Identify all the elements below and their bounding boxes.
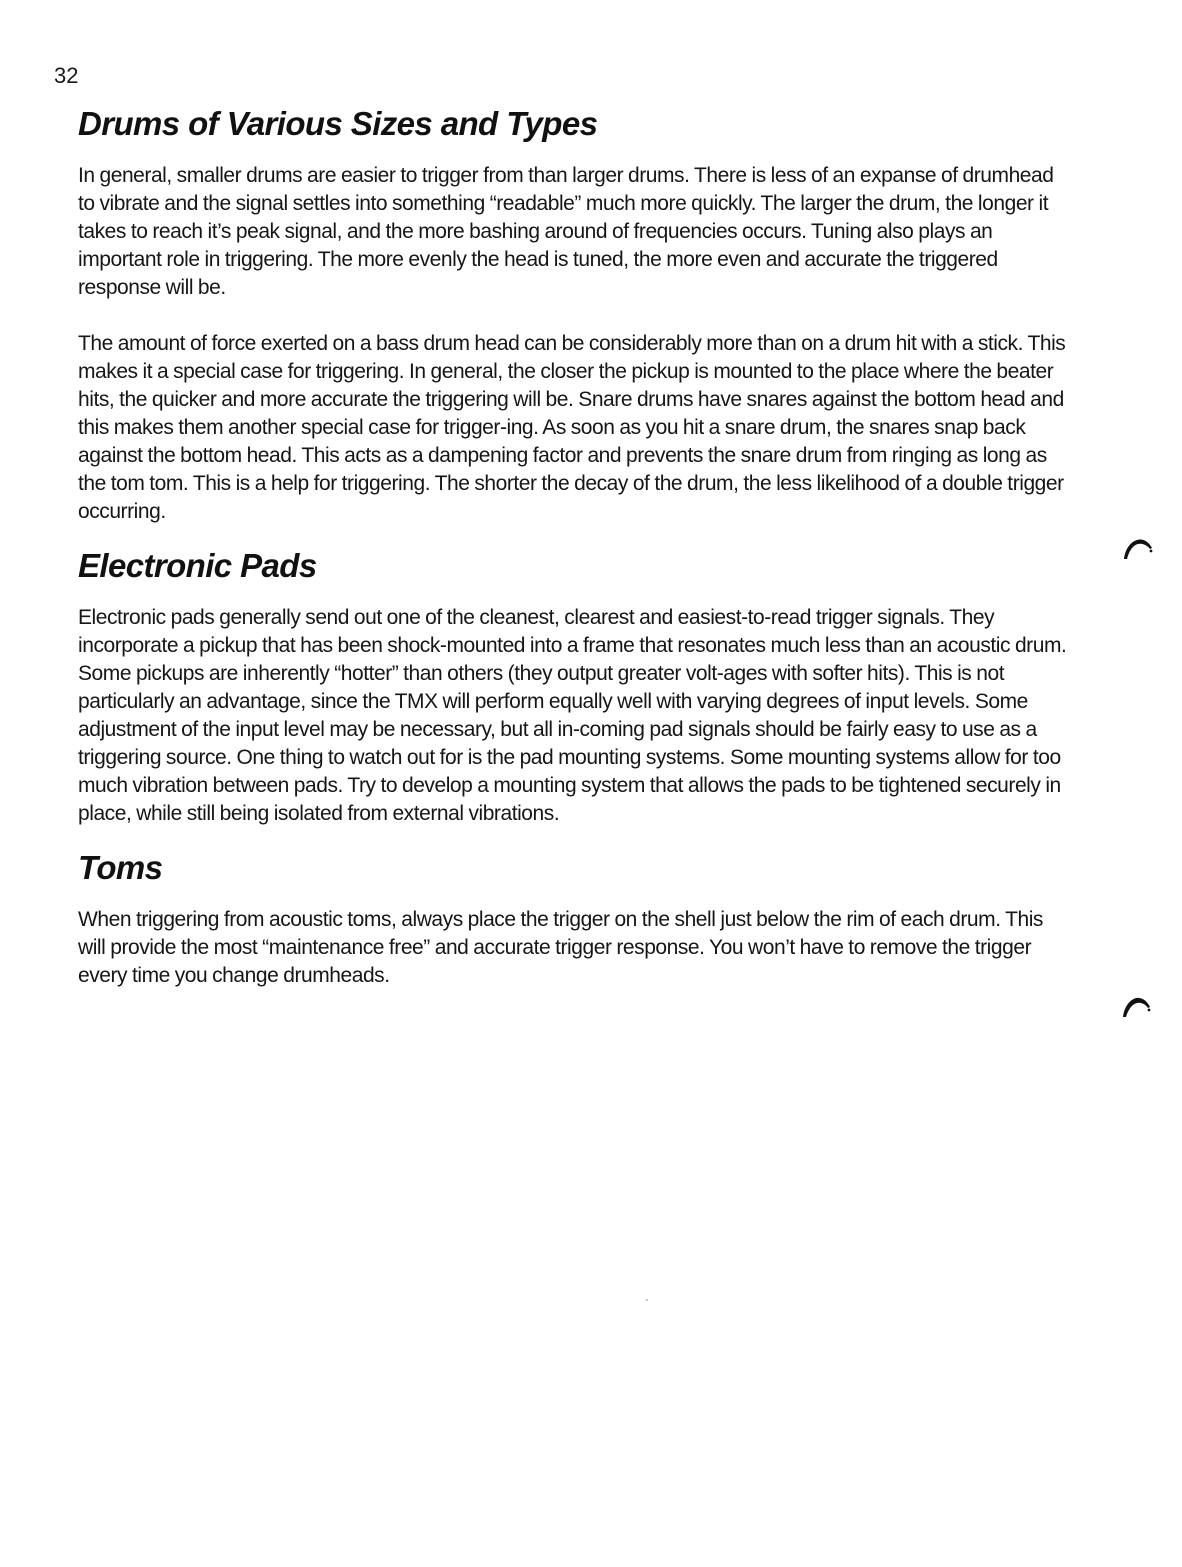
paragraph: Electronic pads generally send out one of the cleanest, clearest and easiest-to-read trigger signals. They incorporate a pickup that has been shock-mounted into a frame that resonates much less than an acoustic drum. Some pickups are inherently “hotter” than others (they output greater volt-ages with softer hits). This is not particularly an advantage, since the TMX will perform equally well with varying degrees of input levels. Some adjustment of the input level may be necessary, but all in-coming pad signals should be fairly easy to use as a triggering source. One thing to watch out for is the pad mounting systems. Some mounting systems allow for too much vibration between pads. Try to develop a mounting system that allows the pads to be tightened securely in place, while still being isolated from external vibrations. (78, 606, 1067, 825)
page-number: 32 (54, 63, 79, 88)
section-heading: Drums of Various Sizes and Types (78, 105, 598, 142)
section-drums-sizes-types (78, 104, 1068, 526)
binder-hole-mark-icon (1122, 536, 1154, 560)
paragraph: In general, smaller drums are easier to trigger from than larger drums. There is less of an expanse of drumhead to vibrate and the signal settles into something “readable” much more quickly. The larger the drum, the longer it takes to reach it’s peak signal, and the more bashing around of frequencies occurs. Tuning also plays an important role in triggering. The more evenly the head is tuned, the more even and accurate the triggered response will be. (78, 164, 1054, 299)
scan-speck (646, 1299, 648, 1301)
paragraph: When triggering from acoustic toms, always place the trigger on the shell just below the rim of each drum. This will provide the most “maintenance free” and accurate trigger response. You won’t have to remove the trigger every time you change drumheads. (78, 908, 1043, 987)
paragraph: The amount of force exerted on a bass drum head can be considerably more than on a drum hit with a stick. This makes it a special case for triggering. In general, the closer the pickup is mounted to the place where the beater hits, the quicker and more accurate the triggering will be. Snare drums have snares against the bottom head and this makes them another special case for trigger-ing. As soon as you hit a snare drum, the snares snap back against the bottom head. This acts as a dampening factor and prevents the snare drum from ringing as long as the tom tom. This is a help for triggering. The shorter the decay of the drum, the less likelihood of a double trigger occurring. (78, 332, 1066, 523)
section-toms (78, 848, 1068, 990)
section-heading: Toms (78, 849, 163, 886)
section-heading: Electronic Pads (78, 547, 317, 584)
page-content (78, 104, 1068, 990)
section-electronic-pads (78, 546, 1068, 828)
binder-hole-mark-icon (1120, 994, 1152, 1018)
